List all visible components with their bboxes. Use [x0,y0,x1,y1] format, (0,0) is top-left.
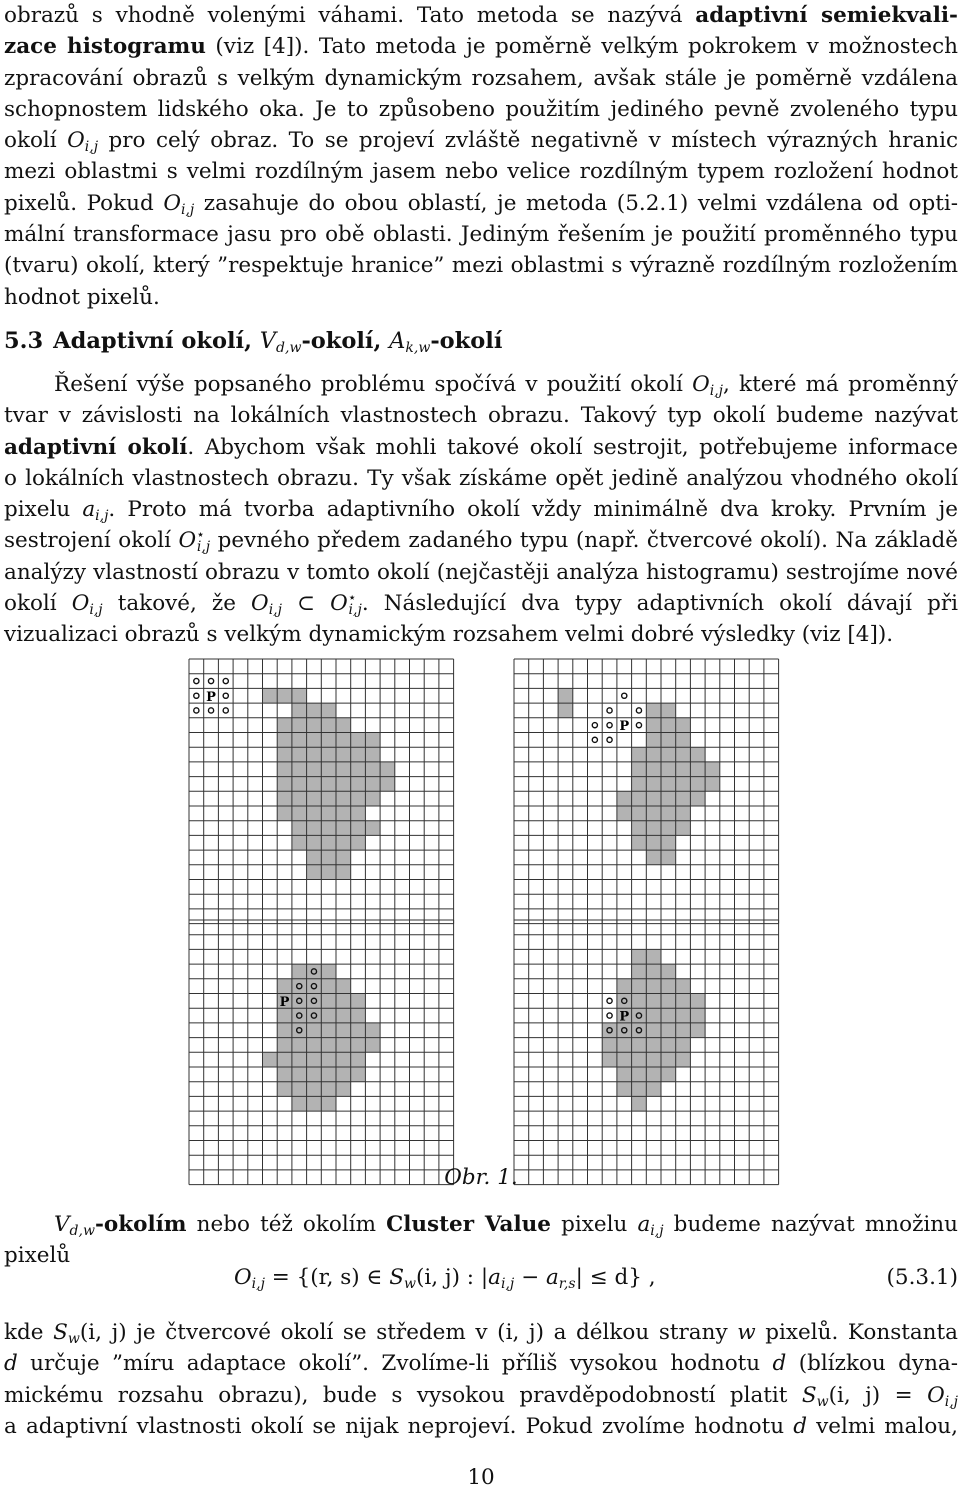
shaded-cell [351,1023,366,1038]
shaded-cell [661,835,676,850]
shaded-cell [277,777,292,792]
shaded-cell [307,718,322,733]
text-line: $V_{d,w}$-okolím nebo též okolím Cluster Value pixelu $a_{i,j}$ budeme nazývat množinu [54,1212,958,1239]
shaded-cell [661,964,676,979]
shaded-cell [632,806,647,821]
shaded-cell [307,821,322,836]
paragraph-1 [4,0,958,313]
shaded-cell [292,806,307,821]
shaded-cell [632,762,647,777]
shaded-cell [690,777,705,792]
shaded-cell [676,1023,691,1038]
neighbor-marker [607,723,612,728]
shaded-cell [292,979,307,994]
pixel-label: P [206,689,216,705]
text-line: mální transformace jasu pro obě oblasti. Jediným řešením je použití proměnného typu [4,222,958,248]
shaded-cell [661,733,676,748]
text-line: mickému rozsahu obrazu), bude s vysokou pravděpodobností platit $S_w(i$, $j) = O_{i,j}$ [4,1382,958,1410]
shaded-cell [321,850,336,865]
shaded-cell [632,835,647,850]
text-line: zace histogramu (viz [4]). Tato metoda je poměrně velkým pokrokem v možnostech [4,34,958,60]
shaded-cell [646,791,661,806]
shaded-cell [661,850,676,865]
text-line: adaptivní okolí. Abychom však mohli takové okolí sestrojit, potřebujeme informace [4,434,958,460]
shaded-cell [336,835,351,850]
shaded-cell [321,777,336,792]
text-line: hodnot pixelů. [4,284,160,310]
neighbor-marker [636,708,641,713]
shaded-cell [336,979,351,994]
shaded-cell [646,1082,661,1097]
shaded-cell [307,1008,322,1023]
shaded-cell [336,1052,351,1067]
shaded-cell [676,718,691,733]
shaded-cell [380,777,395,792]
shaded-cell [307,994,322,1009]
text-line: (tvaru) okolí, který ”respektuje hranice” mezi oblastmi s výrazně rozdílným rozložením [4,253,958,279]
text-line: a adaptivní vlastnosti okolí se nijak neprojeví. Pokud zvolíme hodnotu d velmi malou, [4,1413,958,1439]
shaded-cell [676,733,691,748]
equation-number: (5.3.1) [886,1265,958,1290]
shaded-cell [307,1096,322,1111]
shaded-cell [292,1038,307,1053]
shaded-cell [351,806,366,821]
shaded-cell [661,777,676,792]
page-number: 10 [467,1465,495,1490]
shaded-cell [336,1082,351,1097]
shaded-cell [646,806,661,821]
shaded-cell [336,747,351,762]
shaded-cell [292,777,307,792]
shaded-cell [602,1052,617,1067]
shaded-cell [646,994,661,1009]
shaded-cell [336,791,351,806]
shaded-cell [676,1038,691,1053]
shaded-cell [632,1008,647,1023]
shaded-cell [676,777,691,792]
shaded-cell [307,733,322,748]
shaded-cell [321,865,336,880]
shaded-cell [336,1023,351,1038]
shaded-cell [365,821,380,836]
shaded-cell [632,747,647,762]
shaded-cell [307,1023,322,1038]
shaded-cell [336,777,351,792]
neighbor-marker [194,693,199,698]
shaded-cell [321,1008,336,1023]
shaded-cell [263,688,278,703]
shaded-cell [351,1008,366,1023]
shaded-cell [632,821,647,836]
shaded-cell [646,964,661,979]
shaded-cell [617,806,632,821]
shaded-cell [277,806,292,821]
shaded-cell [617,1052,632,1067]
shaded-cell [646,747,661,762]
shaded-cell [690,791,705,806]
text-line: sestrojení okolí $O^⋆_{i,j}$ pevného předem zadaného typu (např. čtvercové okolí). Na základě [4,527,959,556]
shaded-cell [632,1052,647,1067]
shaded-cell [690,762,705,777]
shaded-cell [307,1038,322,1053]
shaded-cell [646,850,661,865]
shaded-cell [351,994,366,1009]
shaded-cell [321,979,336,994]
text-line: okolí $O_{i,j}$ pro celý obraz. To se projeví zvláště negativně v místech výrazných hranic [4,128,958,156]
shaded-cell [676,762,691,777]
neighbor-marker [622,693,627,698]
shaded-cell [632,1096,647,1111]
shaded-cell [632,949,647,964]
text-line: okolí $O_{i,j}$ takové, že $O_{i,j}$ ⊂ $O^⋆_{i,j}$. Následující dva typy adaptivních okolí dávají při [4,590,958,619]
text-line: mezi oblastmi s velmi rozdílným jasem nebo velice rozdílným typem rozložení hodnot [4,159,958,185]
paragraph-4 [4,1317,958,1442]
shaded-cell [292,688,307,703]
shaded-cell [307,1082,322,1097]
shaded-cell [632,777,647,792]
shaded-cell [661,1023,676,1038]
shaded-cell [676,1008,691,1023]
shaded-cell [307,979,322,994]
shaded-cell [321,1038,336,1053]
neighbor-marker [208,678,213,683]
shaded-cell [690,1023,705,1038]
neighborhood-grid-2 [512,657,780,925]
shaded-cell [321,964,336,979]
shaded-cell [365,1023,380,1038]
shaded-cell [676,747,691,762]
shaded-cell [646,777,661,792]
neighbor-marker [592,737,597,742]
shaded-cell [263,1052,278,1067]
shaded-cell [351,762,366,777]
shaded-cell [617,1023,632,1038]
shaded-cell [292,703,307,718]
shaded-cell [277,1038,292,1053]
text-line: zpracování obrazů s velkým dynamickým rozsahem, avšak stále je poměrně vzdálena [4,65,958,91]
shaded-cell [277,747,292,762]
shaded-cell [336,1067,351,1082]
neighbor-marker [208,708,213,713]
shaded-cell [617,1038,632,1053]
shaded-cell [646,1038,661,1053]
text-line: kde $S_w(i$, j) je čtvercové okolí se středem v (i, j) a délkou strany w pixelů. Konstanta [4,1320,958,1347]
shaded-cell [632,994,647,1009]
shaded-cell [336,806,351,821]
neighbor-marker [607,998,612,1003]
shaded-cell [617,994,632,1009]
shaded-cell [602,1038,617,1053]
shaded-cell [661,703,676,718]
shaded-cell [321,791,336,806]
shaded-cell [365,1038,380,1053]
equation-5-3-1 [4,1265,958,1299]
shaded-cell [646,718,661,733]
shaded-cell [321,703,336,718]
shaded-cell [307,777,322,792]
shaded-cell [661,821,676,836]
shaded-cell [676,806,691,821]
shaded-cell [321,1067,336,1082]
shaded-cell [661,1052,676,1067]
shaded-cell [676,979,691,994]
shaded-cell [646,949,661,964]
shaded-cell [292,733,307,748]
shaded-cell [277,1082,292,1097]
shaded-cell [336,821,351,836]
shaded-cell [307,964,322,979]
shaded-cell [321,1023,336,1038]
shaded-cell [307,1067,322,1082]
shaded-cell [676,821,691,836]
shaded-cell [690,747,705,762]
shaded-cell [661,994,676,1009]
shaded-cell [676,1052,691,1067]
text-line: analýzy vlastností obrazu v tomto okolí (nejčastěji analýza histogramu) sestrojíme nové [4,559,958,585]
text-line: tvar v závislosti na lokálních vlastnostech obrazu. Takový typ okolí budeme nazývat [4,403,958,429]
shaded-cell [292,964,307,979]
shaded-cell [292,762,307,777]
shaded-cell [558,688,573,703]
shaded-cell [646,1067,661,1082]
shaded-cell [321,762,336,777]
text-line: pixelů [4,1243,71,1269]
neighbor-marker [607,1013,612,1018]
shaded-cell [351,791,366,806]
shaded-cell [336,865,351,880]
text-line: pixelů. Pokud $O_{i,j}$ zasahuje do obou oblastí, je metoda (5.2.1) velmi vzdálena od opti- [4,190,958,218]
shaded-cell [321,1052,336,1067]
shaded-cell [351,1052,366,1067]
text-line: Řešení výše popsaného problému spočívá v použití okolí $O_{i,j}$, které má proměnný [54,372,959,399]
shaded-cell [351,835,366,850]
text-line: obrazů s vhodně volenými váhami. Tato metoda se nazývá adaptivní semiekvali- [4,3,958,28]
shaded-cell [307,865,322,880]
shaded-cell [321,718,336,733]
shaded-cell [351,777,366,792]
shaded-cell [336,850,351,865]
shaded-cell [632,791,647,806]
shaded-cell [661,791,676,806]
shaded-cell [661,747,676,762]
shaded-cell [690,994,705,1009]
neighborhood-grid-4 [512,918,780,1186]
shaded-cell [676,791,691,806]
shaded-cell [365,747,380,762]
pixel-label: P [619,719,630,735]
shaded-cell [277,688,292,703]
text-line: pixelu $a_{i,j}$. Proto má tvorba adaptivního okolí vždy minimálně dva kroky. Prvním je [4,497,958,525]
text-line: d určuje ”míru adaptace okolí”. Zvolíme-li příliš vysokou hodnotu d (blízkou dyna- [4,1351,958,1377]
shaded-cell [321,806,336,821]
shaded-cell [661,718,676,733]
shaded-cell [646,733,661,748]
shaded-cell [307,762,322,777]
shaded-cell [307,703,322,718]
shaded-cell [365,762,380,777]
shaded-cell [351,1038,366,1053]
shaded-cell [617,791,632,806]
paragraph-2 [4,369,958,651]
shaded-cell [661,1067,676,1082]
neighbor-marker [223,708,228,713]
shaded-cell [365,733,380,748]
shaded-cell [690,1008,705,1023]
neighbor-marker [607,708,612,713]
text-line: vizualizaci obrazů s velkým dynamickým rozsahem velmi dobré výsledky (viz [4]). [4,622,894,648]
neighbor-marker [592,723,597,728]
shaded-cell [632,1023,647,1038]
shaded-cell [336,1038,351,1053]
shaded-cell [321,747,336,762]
shaded-cell [307,791,322,806]
shaded-cell [277,762,292,777]
shaded-cell [646,1052,661,1067]
shaded-cell [307,806,322,821]
shaded-cell [292,1067,307,1082]
shaded-cell [646,1008,661,1023]
shaded-cell [646,703,661,718]
shaded-cell [558,703,573,718]
shaded-cell [676,994,691,1009]
shaded-cell [336,762,351,777]
shaded-cell [292,1023,307,1038]
shaded-cell [277,1008,292,1023]
shaded-cell [661,1008,676,1023]
shaded-cell [661,979,676,994]
shaded-cell [307,1052,322,1067]
shaded-cell [365,777,380,792]
shaded-cell [307,835,322,850]
shaded-cell [321,1082,336,1097]
shaded-cell [321,1096,336,1111]
shaded-cell [277,1067,292,1082]
neighbor-marker [194,678,199,683]
shaded-cell [277,979,292,994]
shaded-cell [351,1067,366,1082]
shaded-cell [661,806,676,821]
equation-body: $O_{i,j} = \{(r$, s) ∈ $S_w(i$, j) : $|a_{i,j} - a_{r,s}| \le d$} , [234,1265,656,1292]
shaded-cell [292,1008,307,1023]
neighbor-marker [194,708,199,713]
pixel-label: P [619,1009,630,1025]
shaded-cell [321,835,336,850]
shaded-cell [292,1096,307,1111]
shaded-cell [646,1023,661,1038]
shaded-cell [617,1067,632,1082]
shaded-cell [632,1082,647,1097]
shaded-cell [292,747,307,762]
shaded-cell [336,718,351,733]
neighbor-marker [223,693,228,698]
shaded-cell [661,762,676,777]
pixel-label: P [279,994,290,1010]
shaded-cell [661,1038,676,1053]
shaded-cell [321,994,336,1009]
neighbor-marker [636,723,641,728]
shaded-cell [292,994,307,1009]
shaded-cell [292,1052,307,1067]
shaded-cell [705,777,720,792]
shaded-cell [321,733,336,748]
shaded-cell [632,1038,647,1053]
shaded-cell [307,747,322,762]
shaded-cell [336,1008,351,1023]
shaded-cell [632,979,647,994]
shaded-cell [351,821,366,836]
shaded-cell [351,733,366,748]
shaded-cell [292,791,307,806]
shaded-cell [365,791,380,806]
shaded-cell [617,1082,632,1097]
paragraph-3 [4,1209,958,1272]
text-line: o lokálních vlastnostech obrazu. Ty však získáme opět jedině analýzou vhodného okolí [4,465,958,491]
shaded-cell [632,964,647,979]
shaded-cell [307,850,322,865]
shaded-cell [646,835,661,850]
shaded-cell [646,762,661,777]
section-heading: 5.3 Adaptivní okolí, $V_{d,w}$-okolí, $A_{k,w}$-okolí [4,328,503,356]
shaded-cell [321,821,336,836]
shaded-cell [277,791,292,806]
shaded-cell [277,1023,292,1038]
shaded-cell [646,821,661,836]
shaded-cell [380,762,395,777]
shaded-cell [617,979,632,994]
neighborhood-grid-3 [187,918,455,1186]
shaded-cell [292,1082,307,1097]
shaded-cell [277,718,292,733]
shaded-cell [646,979,661,994]
shaded-cell [277,1052,292,1067]
shaded-cell [336,994,351,1009]
shaded-cell [602,1023,617,1038]
neighbor-marker [223,678,228,683]
shaded-cell [292,718,307,733]
neighbor-marker [607,737,612,742]
shaded-cell [705,762,720,777]
text-line: schopnostem lidského oka. Je to způsobeno použitím jediného pevně zvoleného typu [4,96,958,122]
shaded-cell [632,1067,647,1082]
shaded-cell [277,733,292,748]
shaded-cell [336,733,351,748]
shaded-cell [292,835,307,850]
figure-caption: Obr. 1. [444,1165,518,1190]
shaded-cell [292,821,307,836]
neighborhood-grid-1 [187,657,455,925]
shaded-cell [351,747,366,762]
